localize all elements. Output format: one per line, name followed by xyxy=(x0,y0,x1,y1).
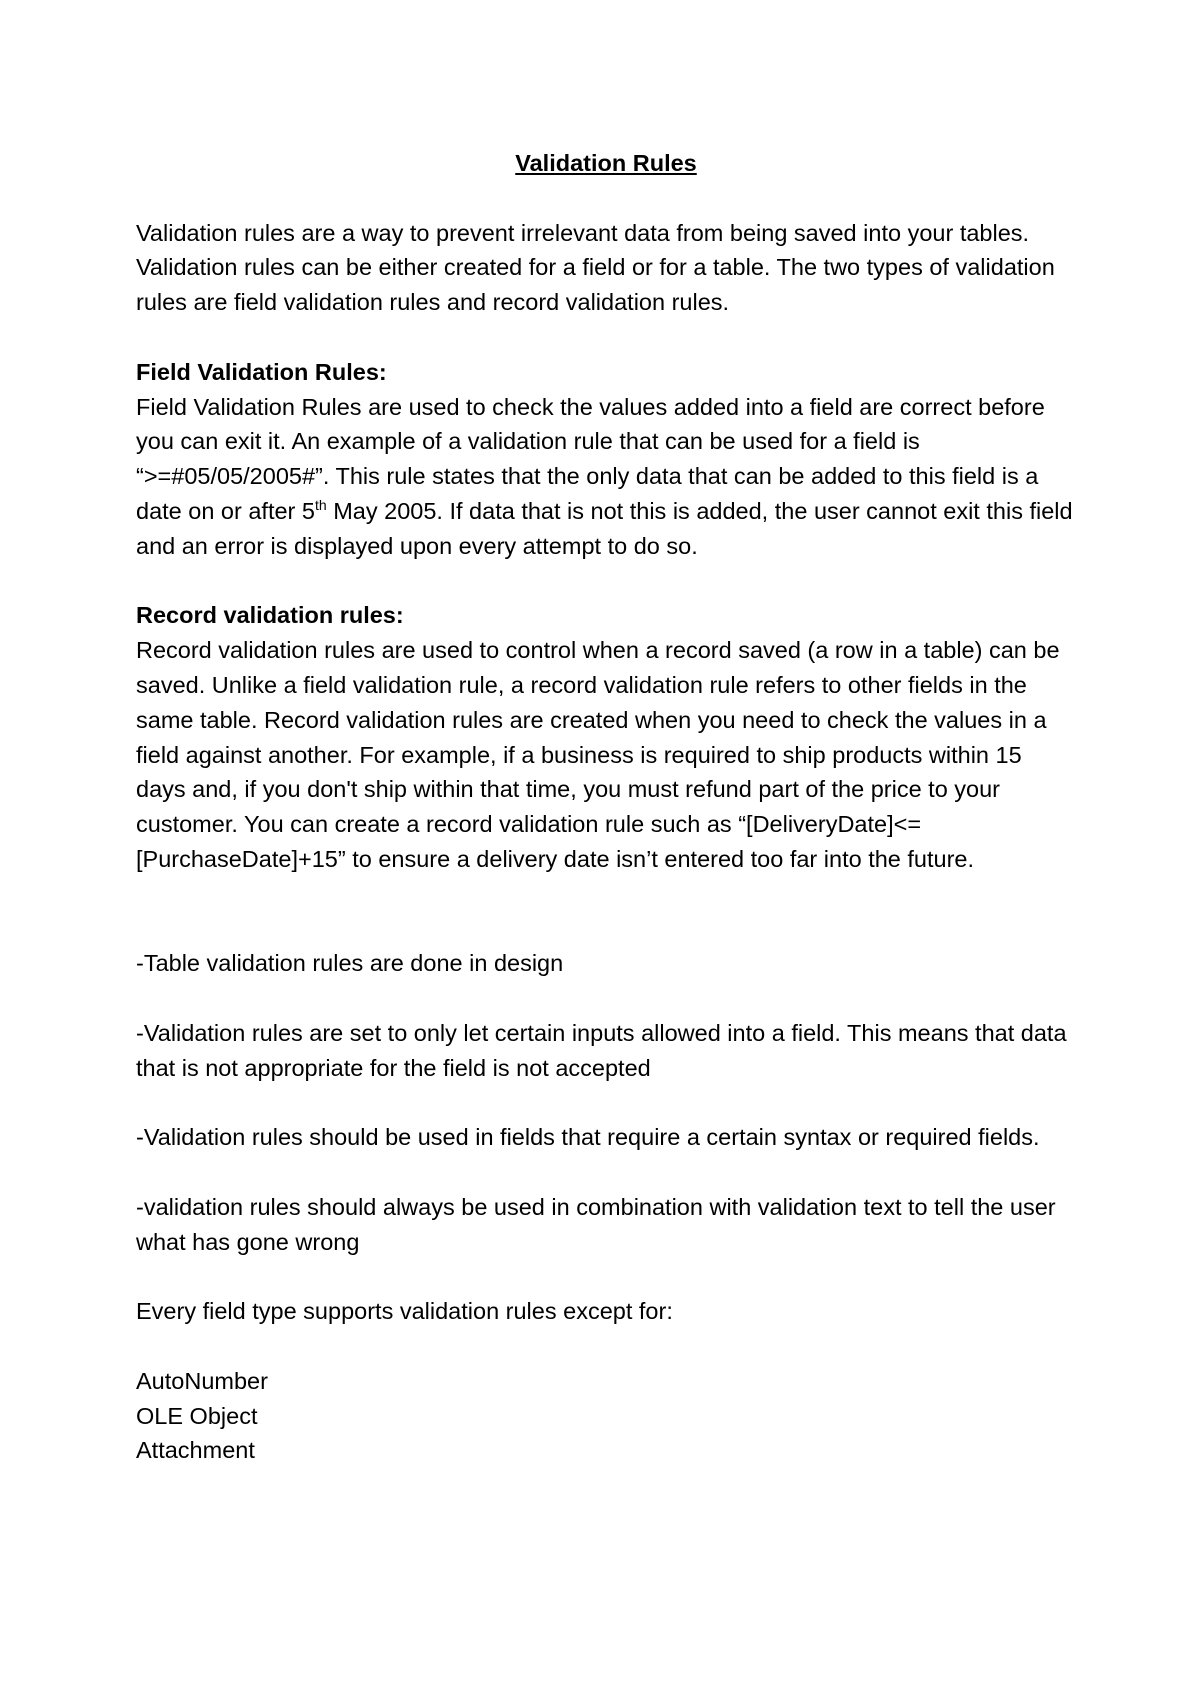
exceptions-intro: Every field type supports validation rules except for: xyxy=(136,1298,673,1325)
note-item: -Validation rules should be used in fields that require a certain syntax or required fields. xyxy=(136,1124,1040,1151)
field-section-body xyxy=(136,390,1076,564)
field-section-body-start: Field Validation Rules are used to check the values added into a field are correct before you can exit it. An example of a validation rule that can be used for a field is “>=#05/05/2005#”. This rule states that the only data that can be added to this field is a date on or after 5 xyxy=(136,393,1045,524)
page-title: Validation Rules xyxy=(515,150,697,176)
field-section-heading: Field Validation Rules: xyxy=(136,358,387,385)
intro-paragraph: Validation rules are a way to prevent irrelevant data from being saved into your tables. Validation rules can be either created for a field or for a table. The two types of validation rules are field validation rules and record validation rules. xyxy=(136,219,1055,316)
ordinal-suffix: th xyxy=(314,497,327,514)
exception-item: OLE Object xyxy=(136,1402,258,1429)
record-section-body: Record validation rules are used to control when a record saved (a row in a table) can be saved. Unlike a field validation rule, a record validation rule refers to other fields in the same table. Record validation rules are created when you need to check the values in a field against another. For example, if a business is required to ship products within 15 days and, if you don't ship within that time, you must refund part of the price to your customer. You can create a record validation rule such as “[DeliveryDate]<=[PurchaseDate]+15” to ensure a delivery date isn’t entered too far into the future. xyxy=(136,637,1060,872)
note-item: -Table validation rules are done in design xyxy=(136,950,564,977)
record-section-heading: Record validation rules: xyxy=(136,602,404,629)
exception-item: AutoNumber xyxy=(136,1367,268,1394)
field-section-body-end: May 2005. If data that is not this is added, the user cannot exit this field and an error is displayed upon every attempt to do so. xyxy=(136,497,1073,559)
note-item: -Validation rules are set to only let certain inputs allowed into a field. This means that data that is not appropriate for the field is not accepted xyxy=(136,1019,1067,1081)
exception-item: Attachment xyxy=(136,1437,255,1464)
note-item: -validation rules should always be used in combination with validation text to tell the user what has gone wrong xyxy=(136,1193,1056,1255)
document-content xyxy=(136,146,1076,1468)
